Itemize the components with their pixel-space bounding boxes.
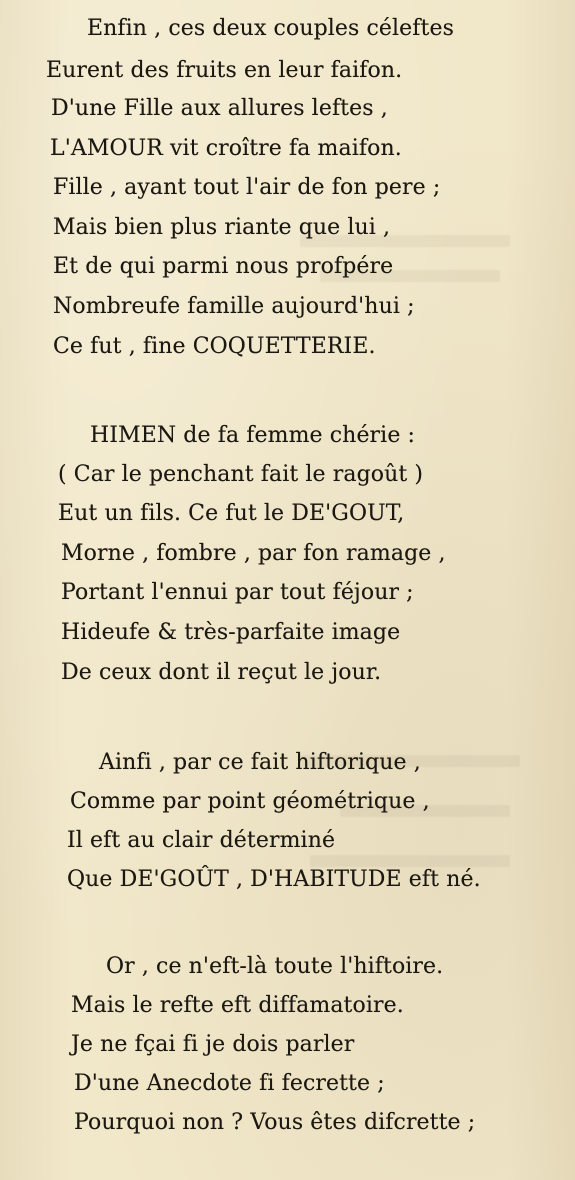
poem-line: Il eft au clair déterminé [67, 828, 336, 853]
poem-line: Morne , fombre , par fon ramage , [61, 541, 446, 566]
poem-line: Eut un fils. Ce fut le DE'GOUT, [58, 501, 405, 526]
poem-line: De ceux dont il reçut le jour. [61, 660, 382, 685]
poem-line: Mais le refte eft diffamatoire. [71, 993, 404, 1018]
poem-line: L'AMOUR vit croître fa maifon. [50, 136, 402, 161]
poem-line: D'une Fille aux allures leftes , [51, 96, 388, 121]
poem-line: Pourquoi non ? Vous êtes difcrette ; [74, 1110, 476, 1135]
poem-line: Eurent des fruits en leur faifon. [46, 58, 403, 83]
poem-line: Ce fut , fine COQUETTERIE. [53, 334, 376, 359]
poem-line: Je ne fçai fi je dois parler [71, 1032, 355, 1057]
poem-line: Mais bien plus riante que lui , [53, 215, 391, 240]
poem-line: HIMEN de fa femme chérie : [90, 423, 416, 448]
poem-line: Que DE'GOÛT , D'HABITUDE eft né. [67, 867, 481, 892]
poem-line: Nombreufe famille aujourd'hui ; [53, 294, 415, 319]
poem-line: Et de qui parmi nous profpére [53, 254, 394, 279]
poem-line: Enfin , ces deux couples céleftes [87, 16, 454, 41]
poem-line: ( Car le penchant fait le ragoût ) [58, 462, 424, 487]
poem-line: D'une Anecdote fi fecrette ; [74, 1071, 385, 1096]
poem-line: Fille , ayant tout l'air de fon pere ; [53, 175, 441, 200]
poem-line: Portant l'ennui par tout féjour ; [61, 580, 414, 605]
poem-line: Or , ce n'eft-là toute l'hiftoire. [106, 954, 444, 979]
poem-line: Comme par point géométrique , [70, 789, 430, 814]
poem-line: Hideufe & très-parfaite image [61, 620, 401, 645]
poem-line: Ainfi , par ce fait hiftorique , [99, 750, 421, 775]
